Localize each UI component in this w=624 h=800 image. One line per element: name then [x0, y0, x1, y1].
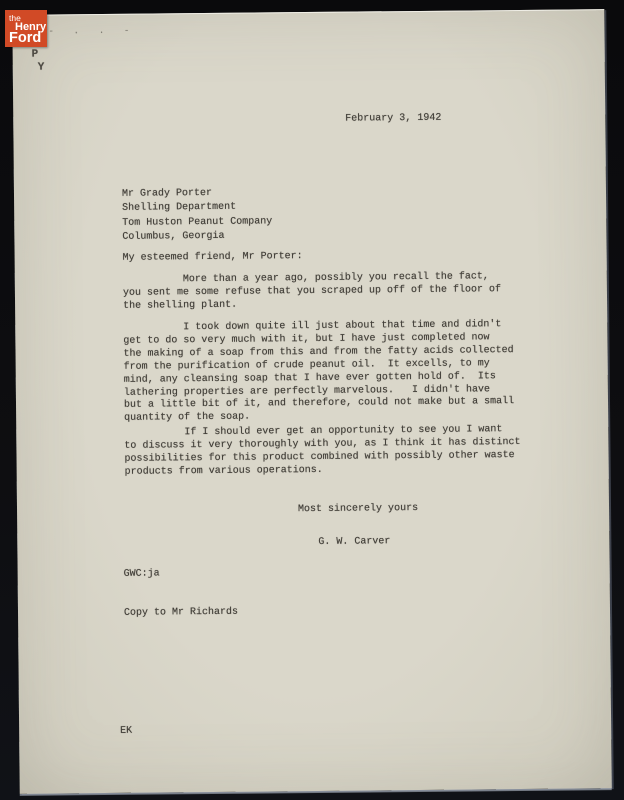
- partial-copy-stamp-letter: P: [31, 48, 39, 61]
- copy-notation: Copy to Mr Richards: [123, 606, 239, 619]
- stray-typed-marks: - . . -: [48, 25, 133, 37]
- letter-paper: [12, 9, 611, 794]
- logo-word-henry: Henry: [15, 21, 47, 33]
- logo-word-ford: Ford: [9, 30, 42, 46]
- logo-word-the: the: [9, 13, 21, 23]
- salutation-line: My esteemed friend, Mr Porter:: [122, 251, 303, 264]
- partial-copy-stamp-letter: Y: [37, 61, 45, 74]
- letter-date: February 3, 1942: [345, 112, 442, 125]
- body-paragraph-3: If I should ever get an opportunity to see you I want to discuss it very thoroughly with you, as I think it has distinct possibilities for this product combined with possibly other waste products from various operations.: [124, 424, 521, 478]
- signature-name: G. W. Carver: [318, 536, 391, 548]
- body-paragraph-1: More than a year ago, possibly you recall the fact, you sent me some refuse that you scraped up off of the floor of the shelling plant.: [122, 271, 502, 312]
- typist-initials: GWC:ja: [123, 568, 160, 580]
- henry-ford-logo: [5, 10, 47, 47]
- closing-phrase: Most sincerely yours: [297, 502, 419, 516]
- body-paragraph-2: I took down quite ill just about that time and didn't get to do so very much with it, but I have just completed now the making of a soap from this and from the fatty acids collected from the purification of crude peanut oil. It excells, to my mind, any cleansing soap that I have ever gotten hold of. Its lathering properties are perfectly marvelous. I didn't have but a little bit of it, and therefore, could not make but a small quantity of the soap.: [123, 319, 515, 425]
- recipient-address-block: Mr Grady Porter Shelling Department Tom Huston Peanut Company Columbus, Georgia: [121, 187, 273, 243]
- archive-mark: EK: [120, 725, 133, 737]
